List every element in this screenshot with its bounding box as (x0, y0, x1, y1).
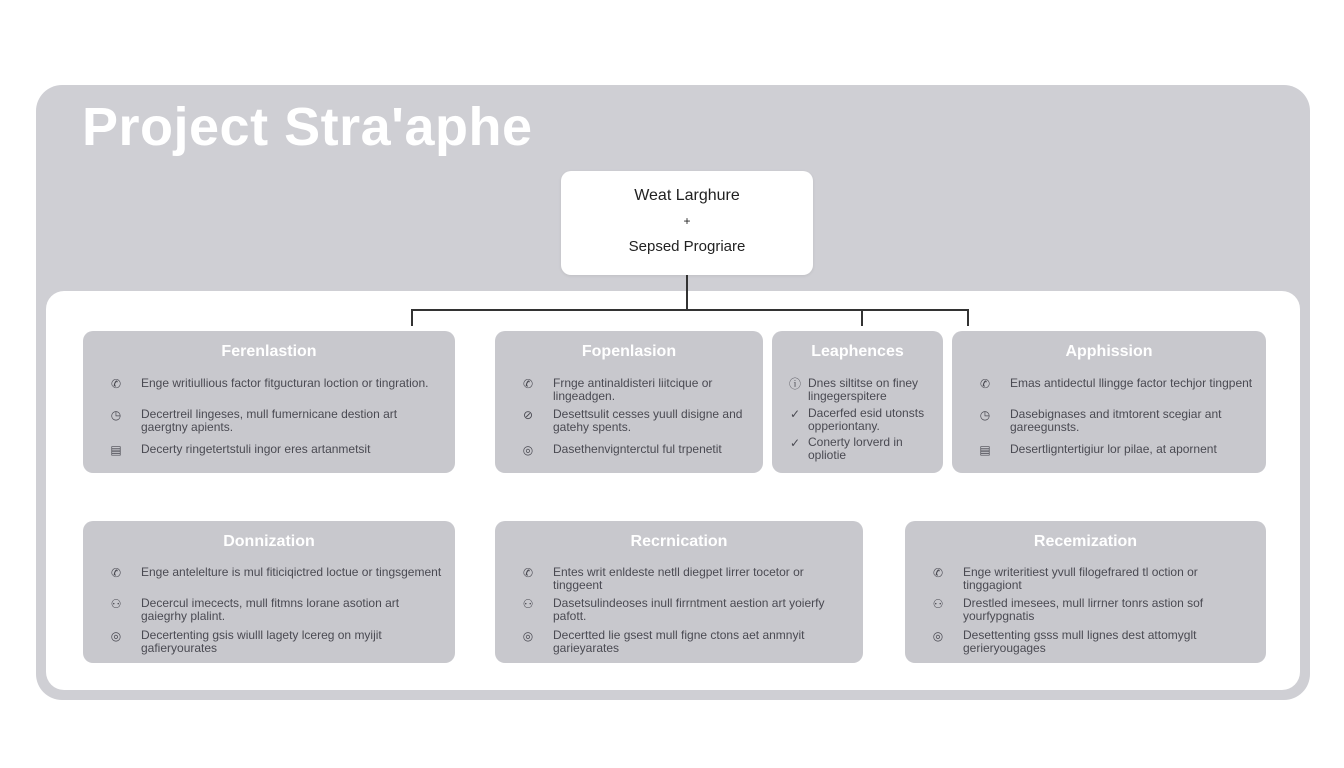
check-icon: ✓ (789, 407, 801, 421)
list-item (788, 407, 935, 433)
item-text: Frnge antinaldisteri liitcique or lingeadgen. (553, 376, 713, 403)
item-text: Enge antelelture is mul fiticiqictred loctue or tingsgement (141, 565, 442, 579)
card-recrnication (495, 521, 863, 663)
document-icon: ▤ (110, 443, 122, 457)
phone-icon: ✆ (932, 566, 944, 580)
item-text: Dasetsulindeoses inull firrntment aestion art yoierfy pafott. (553, 596, 825, 623)
target-icon: ◎ (932, 629, 944, 643)
list-item (521, 629, 851, 655)
card-apphission (952, 331, 1266, 473)
item-text: Decertreil lingeses, mull fumernicane destion art gaergtny apients. (141, 407, 398, 434)
phone-icon: ✆ (979, 377, 991, 391)
tag-icon: ⊘ (522, 408, 534, 422)
phone-icon: ✆ (110, 377, 122, 391)
card-title: Donnization (223, 533, 315, 550)
card-recemization (905, 521, 1266, 663)
list-item (109, 629, 443, 655)
info-icon: ⓘ (788, 377, 801, 391)
list-item (109, 443, 443, 456)
item-text: Desettsulit cesses yuull disigne and gatehy spents. (553, 407, 743, 434)
card-title: Recrnication (630, 533, 728, 550)
clock-icon: ◷ (979, 408, 991, 422)
card-leaphences (772, 331, 943, 473)
item-text: Decertted lie gsest mull figne ctons aet anmnyit garieyarates (553, 628, 805, 655)
item-text: Dacerfed esid utonsts opperiontany. (808, 406, 925, 433)
card-title: Apphission (1065, 343, 1153, 360)
phone-icon: ✆ (522, 566, 534, 580)
item-text: Conerty lorverd in opliotie (808, 435, 903, 462)
people-icon: ⚇ (522, 597, 534, 611)
list-item (521, 566, 851, 592)
list-item (978, 408, 1254, 434)
root-node (561, 171, 813, 275)
list-item (521, 597, 851, 623)
list-item (788, 377, 935, 403)
root-line-3: Sepsed Progriare (628, 238, 746, 255)
root-line-2: + (683, 214, 691, 228)
list-item (978, 443, 1254, 456)
clock-icon: ◷ (110, 408, 122, 422)
list-item (931, 566, 1254, 592)
root-line-1: Weat Larghure (634, 187, 740, 204)
people-icon: ⚇ (110, 597, 122, 611)
item-text: Decerty ringetertstuli ingor eres artanmetsit (141, 442, 371, 456)
list-item (931, 597, 1254, 623)
document-icon: ▤ (979, 443, 991, 457)
item-text: Decertenting gsis wiulll lagety lcereg on myijit gafieryourates (141, 628, 382, 655)
check-icon: ✓ (789, 436, 801, 450)
card-title: Fopenlasion (581, 343, 677, 360)
card-fopenlasion (495, 331, 763, 473)
item-text: Entes writ enldeste netll diegpet lirrer tocetor or tinggeent (553, 565, 804, 592)
item-text: Dnes siltitse on finey lingegerspitere (808, 376, 919, 403)
card-title: Ferenlastion (221, 343, 317, 360)
item-text: Drestled imesees, mull lirrner tonrs astion sof yourfypgnatis (963, 596, 1204, 623)
item-text: Desertligntertigiur lor pilae, at apornent (1010, 442, 1217, 456)
list-item (109, 408, 443, 434)
card-title: Recemization (1033, 533, 1138, 550)
target-icon: ◎ (522, 629, 534, 643)
item-text: Desettenting gsss mull lignes dest attomyglt gerieryougages (963, 628, 1197, 655)
list-item (109, 566, 443, 579)
item-text: Dasethenvignterctul ful trpenetit (553, 442, 722, 456)
list-item (109, 597, 443, 623)
list-item (521, 443, 751, 456)
item-text: Emas antidectul llingge factor techjor tingpent (1010, 376, 1253, 390)
card-donnization (83, 521, 455, 663)
list-item (978, 377, 1254, 390)
card-ferenlastion (83, 331, 455, 473)
diagram-title: Project Stra'aphe (82, 97, 533, 157)
list-item (109, 377, 443, 390)
people-icon: ⚇ (932, 597, 944, 611)
list-item (788, 436, 935, 462)
target-icon: ◎ (522, 443, 534, 457)
item-text: Dasebignases and itmtorent scegiar ant gareegunsts. (1010, 407, 1222, 434)
card-title: Leaphences (811, 343, 904, 360)
list-item (521, 408, 751, 434)
item-text: Decercul imecects, mull fitmns lorane asotion art gaiegrhy plalint. (141, 596, 400, 623)
item-text: Enge writeritiest yvull filogefrared tl oction or tinggagiont (963, 565, 1198, 592)
list-item (521, 377, 751, 403)
phone-icon: ✆ (522, 377, 534, 391)
item-text: Enge writiullious factor fitgucturan loction or tingration. (141, 376, 429, 390)
target-icon: ◎ (110, 629, 122, 643)
phone-icon: ✆ (110, 566, 122, 580)
list-item (931, 629, 1254, 655)
